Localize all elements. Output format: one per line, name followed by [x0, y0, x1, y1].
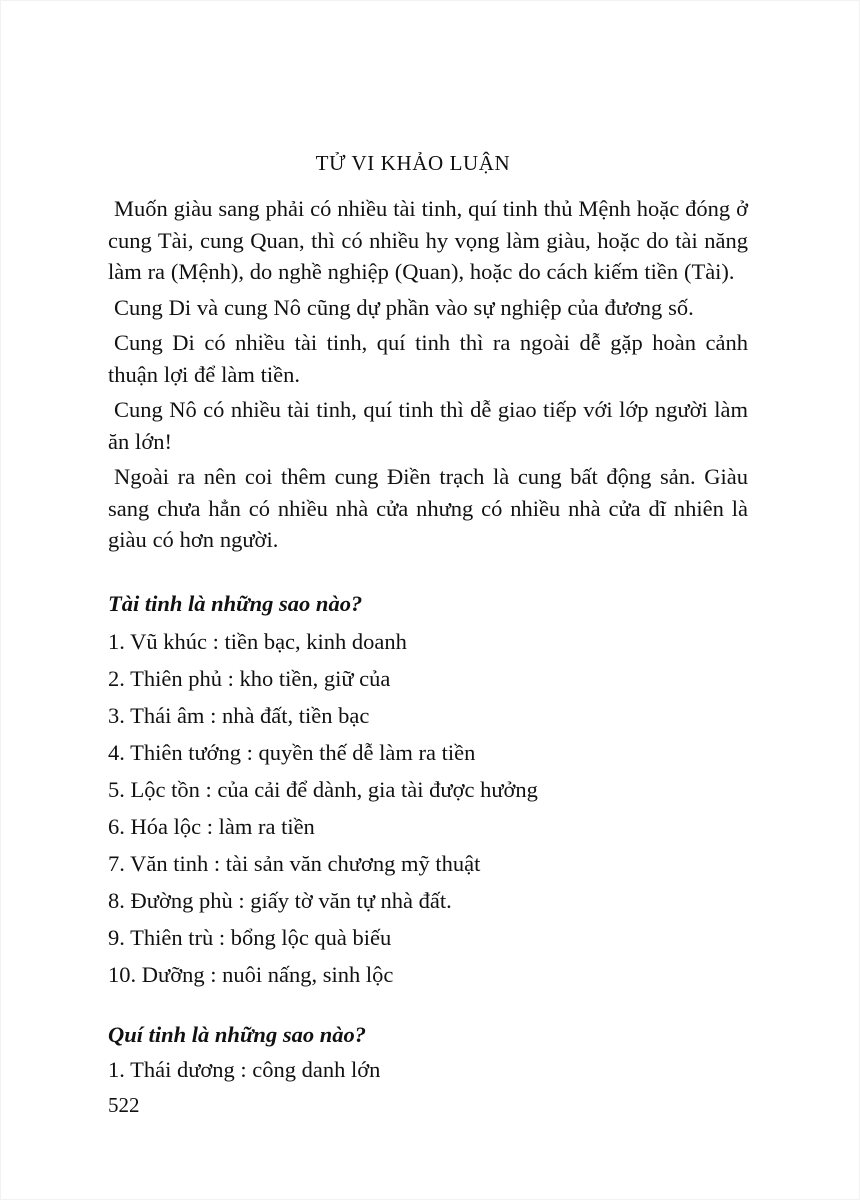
list-item: 9. Thiên trù : bổng lộc quà biếu: [108, 925, 392, 951]
list-item: 4. Thiên tướng : quyền thế dễ làm ra tiền: [108, 740, 476, 766]
section-heading-tai-tinh: Tài tinh là những sao nào?: [108, 590, 363, 616]
body-paragraph: Cung Nô có nhiều tài tinh, quí tinh thì dễ giao tiếp với lớp người làm ăn lớn!: [108, 397, 748, 454]
tai-tinh-list: [108, 623, 748, 993]
body-paragraph: Ngoài ra nên coi thêm cung Điền trạch là cung bất động sản. Giàu sang chưa hẳn có nhiều nhà cửa nhưng có nhiều nhà cửa dĩ nhiên là giàu có hơn người.: [108, 464, 748, 553]
list-item: 3. Thái âm : nhà đất, tiền bạc: [108, 703, 370, 729]
list-item: 2. Thiên phủ : kho tiền, giữ của: [108, 666, 391, 692]
spacer: [108, 560, 748, 588]
page-content: [108, 152, 748, 1120]
section-heading-qui-tinh: Quí tinh là những sao nào?: [108, 1022, 366, 1048]
body-paragraph: Cung Di có nhiều tài tinh, quí tinh thì ra ngoài dễ gặp hoàn cảnh thuận lợi để làm tiền.: [108, 330, 748, 387]
list-item: 1. Thái dương : công danh lớn: [108, 1056, 381, 1082]
list-item: 5. Lộc tồn : của cải để dành, gia tài được hưởng: [108, 777, 538, 803]
list-item: 6. Hóa lộc : làm ra tiền: [108, 814, 315, 840]
spacer: [108, 993, 748, 1019]
running-head: TỬ VI KHẢO LUẬN: [315, 151, 511, 175]
body-paragraph: Muốn giàu sang phải có nhiều tài tinh, quí tinh thủ Mệnh hoặc đóng ở cung Tài, cung Quan, thì có nhiều hy vọng làm giàu, hoặc do tài năng làm ra (Mệnh), do nghề nghiệp (Quan), hoặc do cách kiếm tiền (Tài).: [108, 196, 748, 285]
page-number: 522: [108, 1092, 140, 1117]
list-item: 7. Văn tinh : tài sản văn chương mỹ thuật: [108, 851, 481, 877]
body-paragraph: Cung Di và cung Nô cũng dự phần vào sự nghiệp của đương số.: [114, 294, 694, 320]
list-item: 10. Dưỡng : nuôi nấng, sinh lộc: [108, 962, 394, 988]
list-item: 8. Đường phù : giấy tờ văn tự nhà đất.: [108, 888, 452, 914]
qui-tinh-list: [108, 1051, 748, 1088]
list-item: 1. Vũ khúc : tiền bạc, kinh doanh: [108, 629, 407, 655]
